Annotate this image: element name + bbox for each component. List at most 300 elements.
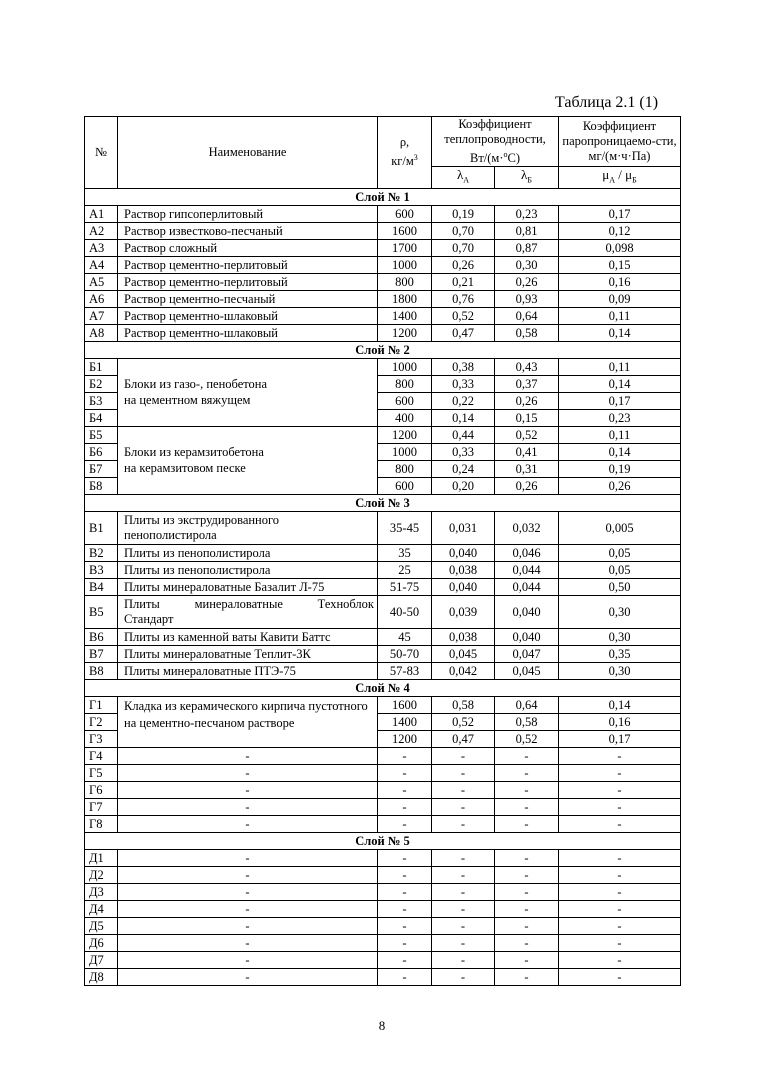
density-cell: 800: [378, 375, 432, 392]
mu-cell: 0,35: [559, 645, 681, 662]
lambda-b-sub: Б: [527, 175, 532, 185]
dash-cell: -: [378, 934, 432, 951]
mu-cell: 0,23: [559, 409, 681, 426]
density-cell: 1700: [378, 239, 432, 256]
density-cell: 1400: [378, 307, 432, 324]
lambda-a-cell: 0,039: [432, 595, 495, 628]
mu-cell: 0,50: [559, 578, 681, 595]
code-cell: Б5: [85, 426, 118, 443]
table-row: [85, 781, 681, 798]
dash-cell: -: [559, 781, 681, 798]
lambda-b-cell: 0,81: [495, 222, 559, 239]
dash-cell: -: [432, 934, 495, 951]
name-cell: Плиты из экструдированного пенополистирола: [118, 511, 378, 544]
lambda-b-cell: 0,044: [495, 561, 559, 578]
lambda-a-cell: 0,038: [432, 561, 495, 578]
mu-cell: 0,14: [559, 443, 681, 460]
dash-cell: -: [432, 815, 495, 832]
code-cell: В7: [85, 645, 118, 662]
table-row: [85, 256, 681, 273]
name-cell: Раствор цементно-шлаковый: [118, 307, 378, 324]
lambda-a-cell: 0,042: [432, 662, 495, 679]
layer-title-row: [85, 494, 681, 511]
lambda-b-cell: 0,58: [495, 713, 559, 730]
table-row: [85, 544, 681, 561]
lambda-b-cell: 0,52: [495, 426, 559, 443]
table-row: [85, 628, 681, 645]
mu-cell: 0,098: [559, 239, 681, 256]
name-cell: Плиты из каменной ваты Кавити Баттс: [118, 628, 378, 645]
table-row: [85, 798, 681, 815]
lambda-b-cell: 0,045: [495, 662, 559, 679]
dash-cell: -: [432, 883, 495, 900]
dash-cell: -: [378, 747, 432, 764]
density-cell: 45: [378, 628, 432, 645]
table-row: [85, 561, 681, 578]
header-row: [85, 117, 681, 167]
dash-cell: -: [118, 968, 378, 985]
lambda-b-cell: 0,87: [495, 239, 559, 256]
mu-cell: 0,17: [559, 392, 681, 409]
density-cell: 1000: [378, 256, 432, 273]
name-cell: Раствор цементно-перлитовый: [118, 273, 378, 290]
layer-title: Слой № 4: [85, 679, 681, 696]
lambda-b-cell: 0,64: [495, 696, 559, 713]
lambda-a-sub: А: [463, 175, 470, 185]
dash-cell: -: [432, 968, 495, 985]
dash-cell: -: [118, 866, 378, 883]
code-cell: Б7: [85, 460, 118, 477]
lambda-tail: С): [507, 151, 520, 166]
lambda-b-cell: 0,15: [495, 409, 559, 426]
dash-cell: -: [432, 747, 495, 764]
density-cell: 800: [378, 273, 432, 290]
lambda-b-cell: 0,31: [495, 460, 559, 477]
layer-title: Слой № 5: [85, 832, 681, 849]
dash-cell: -: [559, 866, 681, 883]
density-symbol: ρ,: [399, 135, 410, 150]
mu-cell: 0,05: [559, 544, 681, 561]
name-line-1: Плиты минераловатные Техноблок: [124, 596, 374, 611]
dash-cell: -: [495, 917, 559, 934]
dash-cell: -: [495, 764, 559, 781]
dash-cell: -: [559, 917, 681, 934]
dash-cell: -: [432, 866, 495, 883]
table-row: [85, 205, 681, 222]
lambda-b-cell: 0,43: [495, 358, 559, 375]
density-cell: 1200: [378, 426, 432, 443]
table-row: [85, 747, 681, 764]
lambda-b-cell: 0,040: [495, 595, 559, 628]
code-cell: Д7: [85, 951, 118, 968]
mu-cell: 0,16: [559, 713, 681, 730]
lambda-b-cell: 0,30: [495, 256, 559, 273]
density-cell: 1200: [378, 730, 432, 747]
density-cell: 400: [378, 409, 432, 426]
lambda-b-cell: 0,93: [495, 290, 559, 307]
lambda-title: Коэффициент теплопроводности, Вт/(м·: [444, 117, 546, 166]
table-row: [85, 307, 681, 324]
lambda-a-cell: 0,44: [432, 426, 495, 443]
mu-cell: 0,11: [559, 426, 681, 443]
dash-cell: -: [378, 900, 432, 917]
dash-cell: -: [495, 883, 559, 900]
dash-cell: -: [495, 815, 559, 832]
dash-cell: -: [559, 883, 681, 900]
density-cell: 1200: [378, 324, 432, 341]
code-cell: Б3: [85, 392, 118, 409]
mu-cell: 0,14: [559, 375, 681, 392]
mu-a-sub: А: [609, 175, 616, 185]
dash-cell: -: [495, 968, 559, 985]
mu-cell: 0,30: [559, 662, 681, 679]
lambda-a-cell: 0,52: [432, 307, 495, 324]
name-cell: Раствор гипсоперлитовый: [118, 205, 378, 222]
code-cell: Б6: [85, 443, 118, 460]
code-cell: Г4: [85, 747, 118, 764]
code-cell: А6: [85, 290, 118, 307]
code-cell: Г6: [85, 781, 118, 798]
mu-cell: 0,17: [559, 205, 681, 222]
dash-cell: -: [495, 781, 559, 798]
code-cell: Г8: [85, 815, 118, 832]
dash-cell: -: [432, 781, 495, 798]
dash-cell: -: [378, 968, 432, 985]
table-row: [85, 662, 681, 679]
dash-cell: -: [118, 900, 378, 917]
group-name-line-1: Блоки из керамзитобетона: [124, 445, 264, 460]
lambda-a-cell: 0,33: [432, 375, 495, 392]
table-row: [85, 511, 681, 544]
lambda-a-cell: 0,47: [432, 324, 495, 341]
dash-cell: -: [378, 849, 432, 866]
name-cell: [118, 595, 378, 628]
mu-cell: 0,14: [559, 324, 681, 341]
dash-cell: -: [495, 900, 559, 917]
lambda-b-cell: 0,046: [495, 544, 559, 561]
dash-cell: -: [559, 815, 681, 832]
dash-cell: -: [495, 798, 559, 815]
mu-cell: 0,05: [559, 561, 681, 578]
dash-cell: -: [432, 900, 495, 917]
lambda-b-cell: 0,032: [495, 511, 559, 544]
dash-cell: -: [378, 815, 432, 832]
lambda-b-cell: 0,52: [495, 730, 559, 747]
dash-cell: -: [118, 764, 378, 781]
code-cell: Д5: [85, 917, 118, 934]
header-lambda: [432, 117, 559, 167]
lambda-a-cell: 0,14: [432, 409, 495, 426]
code-cell: Д4: [85, 900, 118, 917]
group-name-cell: [118, 358, 378, 426]
code-cell: Д6: [85, 934, 118, 951]
code-cell: А5: [85, 273, 118, 290]
mu-cell: 0,19: [559, 460, 681, 477]
lambda-b-cell: 0,41: [495, 443, 559, 460]
header-mu-ab: [559, 167, 681, 189]
name-cell: Раствор цементно-песчаный: [118, 290, 378, 307]
code-cell: В6: [85, 628, 118, 645]
group-name-cell: [118, 426, 378, 494]
lambda-a-symbol: λ: [456, 167, 464, 183]
name-cell: Плиты из пенополистирола: [118, 561, 378, 578]
code-cell: Б1: [85, 358, 118, 375]
density-cell: 600: [378, 392, 432, 409]
lambda-a-cell: 0,58: [432, 696, 495, 713]
mu-b-sub: Б: [632, 175, 637, 185]
lambda-b-symbol: λ: [521, 167, 528, 183]
dash-cell: -: [118, 917, 378, 934]
lambda-b-cell: 0,26: [495, 477, 559, 494]
code-cell: Д2: [85, 866, 118, 883]
mu-cell: 0,11: [559, 358, 681, 375]
lambda-a-cell: 0,040: [432, 578, 495, 595]
dash-cell: -: [378, 866, 432, 883]
group-name-line-1: Блоки из газо-, пенобетона: [124, 377, 268, 392]
lambda-a-cell: 0,33: [432, 443, 495, 460]
table-row: [85, 866, 681, 883]
header-name: Наименование: [118, 117, 378, 189]
table-row: [85, 764, 681, 781]
mu-cell: 0,30: [559, 628, 681, 645]
lambda-a-cell: 0,22: [432, 392, 495, 409]
code-cell: А3: [85, 239, 118, 256]
density-unit-sup: 3: [413, 153, 418, 163]
lambda-a-cell: 0,52: [432, 713, 495, 730]
code-cell: Г3: [85, 730, 118, 747]
dash-cell: -: [118, 747, 378, 764]
dash-cell: -: [559, 951, 681, 968]
layer-title-row: [85, 188, 681, 205]
mu-cell: 0,26: [559, 477, 681, 494]
code-cell: А7: [85, 307, 118, 324]
table-row: [85, 239, 681, 256]
code-cell: Г5: [85, 764, 118, 781]
dash-cell: -: [378, 781, 432, 798]
header-num: №: [85, 117, 118, 189]
code-cell: Д8: [85, 968, 118, 985]
code-cell: Б4: [85, 409, 118, 426]
header-lambda-b: [495, 167, 559, 189]
mu-cell: 0,17: [559, 730, 681, 747]
code-cell: В2: [85, 544, 118, 561]
table-row: [85, 849, 681, 866]
code-cell: А4: [85, 256, 118, 273]
dash-cell: -: [495, 747, 559, 764]
code-cell: Г1: [85, 696, 118, 713]
table-row: [85, 934, 681, 951]
lambda-b-cell: 0,047: [495, 645, 559, 662]
mu-cell: 0,12: [559, 222, 681, 239]
name-cell: Раствор сложный: [118, 239, 378, 256]
code-cell: Г7: [85, 798, 118, 815]
mu-separator: /: [615, 167, 626, 183]
lambda-b-cell: 0,26: [495, 273, 559, 290]
lambda-a-cell: 0,47: [432, 730, 495, 747]
table-row: [85, 578, 681, 595]
code-cell: А1: [85, 205, 118, 222]
dash-cell: -: [495, 951, 559, 968]
code-cell: В1: [85, 511, 118, 544]
dash-cell: -: [378, 883, 432, 900]
name-cell: Раствор цементно-шлаковый: [118, 324, 378, 341]
lambda-a-cell: 0,045: [432, 645, 495, 662]
mu-cell: 0,11: [559, 307, 681, 324]
dash-cell: -: [118, 815, 378, 832]
code-cell: А2: [85, 222, 118, 239]
density-cell: 1800: [378, 290, 432, 307]
dash-cell: -: [432, 849, 495, 866]
group-name-line-2: на цементном вяжущем: [124, 393, 251, 408]
lambda-a-cell: 0,76: [432, 290, 495, 307]
code-cell: Д3: [85, 883, 118, 900]
density-cell: 35-45: [378, 511, 432, 544]
dash-cell: -: [378, 951, 432, 968]
group-name-line-2: на керамзитовом песке: [124, 461, 246, 476]
lambda-a-cell: 0,26: [432, 256, 495, 273]
table-row: [85, 951, 681, 968]
table-row: [85, 917, 681, 934]
density-cell: 1000: [378, 443, 432, 460]
dash-cell: -: [559, 764, 681, 781]
code-cell: Д1: [85, 849, 118, 866]
name-cell: Раствор известково-песчаный: [118, 222, 378, 239]
lambda-a-cell: 0,038: [432, 628, 495, 645]
density-cell: 1600: [378, 696, 432, 713]
dash-cell: -: [432, 917, 495, 934]
density-cell: 1600: [378, 222, 432, 239]
dash-cell: -: [559, 798, 681, 815]
mu-cell: 0,005: [559, 511, 681, 544]
name-cell: Раствор цементно-перлитовый: [118, 256, 378, 273]
table-row: [85, 900, 681, 917]
mu-cell: 0,16: [559, 273, 681, 290]
lambda-a-cell: 0,24: [432, 460, 495, 477]
dash-cell: -: [559, 934, 681, 951]
name-cell: Плиты минераловатные ПТЭ-75: [118, 662, 378, 679]
density-cell: 51-75: [378, 578, 432, 595]
properties-table: [84, 116, 681, 986]
header-mu: Коэффициент паропроницаемо-сти, мг/(м·ч·Па): [559, 117, 681, 167]
density-cell: 1000: [378, 358, 432, 375]
layer-title-row: [85, 341, 681, 358]
layer-title-row: [85, 832, 681, 849]
dash-cell: -: [118, 849, 378, 866]
dash-cell: -: [118, 934, 378, 951]
lambda-a-cell: 0,21: [432, 273, 495, 290]
lambda-b-cell: 0,26: [495, 392, 559, 409]
mu-cell: 0,09: [559, 290, 681, 307]
name-cell: Плиты минераловатные Теплит-3К: [118, 645, 378, 662]
table-row: [85, 273, 681, 290]
dash-cell: -: [118, 781, 378, 798]
code-cell: Б2: [85, 375, 118, 392]
density-cell: 50-70: [378, 645, 432, 662]
name-cell: Плиты минераловатные Базалит Л-75: [118, 578, 378, 595]
lambda-b-cell: 0,040: [495, 628, 559, 645]
table-row: [85, 290, 681, 307]
table-row: [85, 595, 681, 628]
dash-cell: -: [495, 866, 559, 883]
dash-cell: -: [378, 798, 432, 815]
density-cell: 57-83: [378, 662, 432, 679]
density-cell: 25: [378, 561, 432, 578]
lambda-a-cell: 0,031: [432, 511, 495, 544]
table-row: [85, 358, 681, 375]
lambda-a-cell: 0,70: [432, 222, 495, 239]
density-cell: 40-50: [378, 595, 432, 628]
dash-cell: -: [378, 764, 432, 781]
dash-cell: -: [495, 934, 559, 951]
table-caption: Таблица 2.1 (1): [555, 94, 659, 111]
dash-cell: -: [378, 917, 432, 934]
mu-cell: 0,14: [559, 696, 681, 713]
code-cell: В4: [85, 578, 118, 595]
header-density: [378, 117, 432, 189]
table-row: [85, 426, 681, 443]
density-unit: кг/м: [391, 154, 414, 169]
dash-cell: -: [432, 951, 495, 968]
mu-cell: 0,15: [559, 256, 681, 273]
lambda-b-cell: 0,23: [495, 205, 559, 222]
dash-cell: -: [432, 798, 495, 815]
dash-cell: -: [559, 747, 681, 764]
name-cell: Плиты из пенополистирола: [118, 544, 378, 561]
page-number: 8: [378, 1018, 386, 1033]
table-row: [85, 968, 681, 985]
lambda-b-cell: 0,64: [495, 307, 559, 324]
density-cell: 35: [378, 544, 432, 561]
code-cell: В5: [85, 595, 118, 628]
density-cell: 800: [378, 460, 432, 477]
table-row: [85, 815, 681, 832]
mu-a-symbol: μ: [602, 167, 610, 183]
mu-b-symbol: μ: [625, 167, 633, 183]
header-lambda-a: [432, 167, 495, 189]
lambda-a-cell: 0,19: [432, 205, 495, 222]
code-cell: Г2: [85, 713, 118, 730]
group-name-cell: Кладка из керамического кирпича пустотного на цементно-песчаном растворе: [118, 696, 378, 747]
layer-title: Слой № 1: [85, 188, 681, 205]
density-cell: 1400: [378, 713, 432, 730]
lambda-a-cell: 0,70: [432, 239, 495, 256]
lambda-deg: о: [503, 150, 508, 159]
dash-cell: -: [118, 883, 378, 900]
lambda-b-cell: 0,58: [495, 324, 559, 341]
table-row: [85, 324, 681, 341]
name-line-2: Стандарт: [124, 611, 174, 626]
layer-title: Слой № 3: [85, 494, 681, 511]
lambda-b-cell: 0,044: [495, 578, 559, 595]
table-row: [85, 696, 681, 713]
density-cell: 600: [378, 477, 432, 494]
dash-cell: -: [559, 900, 681, 917]
lambda-a-cell: 0,040: [432, 544, 495, 561]
density-cell: 600: [378, 205, 432, 222]
layer-title: Слой № 2: [85, 341, 681, 358]
dash-cell: -: [118, 951, 378, 968]
lambda-b-cell: 0,37: [495, 375, 559, 392]
table-row: [85, 883, 681, 900]
dash-cell: -: [495, 849, 559, 866]
lambda-a-cell: 0,38: [432, 358, 495, 375]
code-cell: А8: [85, 324, 118, 341]
code-cell: В3: [85, 561, 118, 578]
table-row: [85, 222, 681, 239]
lambda-a-cell: 0,20: [432, 477, 495, 494]
mu-cell: 0,30: [559, 595, 681, 628]
code-cell: В8: [85, 662, 118, 679]
